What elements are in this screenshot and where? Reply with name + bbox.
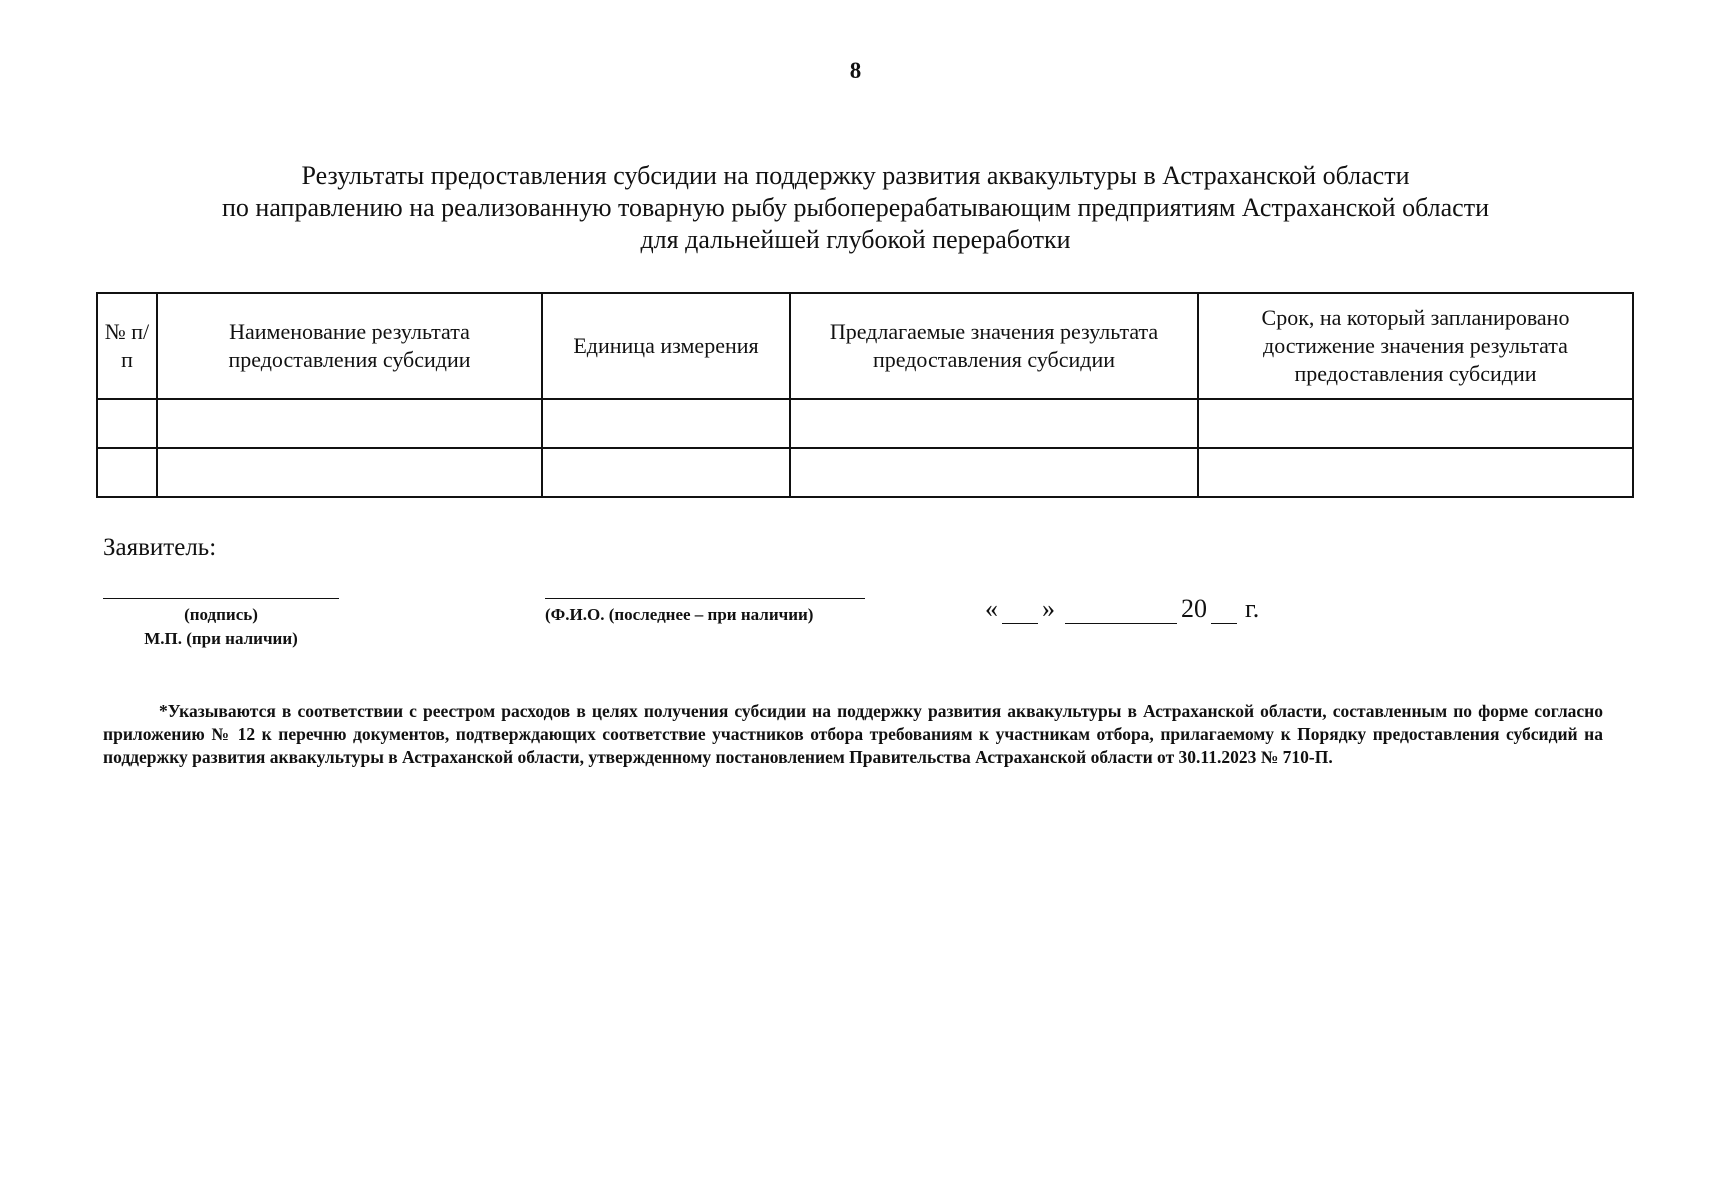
title-line-3: для дальнейшей глубокой переработки: [640, 225, 1071, 254]
table-cell: [1198, 448, 1633, 497]
signature-caption: (подпись): [184, 605, 258, 624]
header-deadline: Срок, на который запланировано достижение значения результата предоставления субсидии: [1198, 293, 1633, 399]
year-blank: [1211, 599, 1237, 624]
table-header-row: [97, 293, 1633, 399]
header-result-name: Наименование результата предоставления субсидии: [157, 293, 542, 399]
applicant-label: Заявитель:: [103, 534, 217, 561]
fio-line: [545, 598, 865, 599]
signature-block: [103, 598, 339, 651]
month-blank: [1065, 599, 1177, 624]
table-cell: [97, 399, 157, 448]
table-row: [97, 448, 1633, 497]
table-row: [97, 399, 1633, 448]
table-cell: [157, 399, 542, 448]
header-unit: Единица измерения: [542, 293, 790, 399]
title-line-1: Результаты предоставления субсидии на поддержку развития аквакультуры в Астраханской области: [301, 161, 1410, 190]
date-line: [985, 594, 1259, 624]
fio-caption: (Ф.И.О. (последнее – при наличии): [545, 605, 814, 624]
table-cell: [1198, 399, 1633, 448]
fio-block: [545, 598, 865, 627]
footnote: *Указываются в соответствии с реестром расходов в целях получения субсидии на поддержку развития аквакультуры в Астраханской области, составленным по форме согласно приложению № 12 к перечню документов, подтверждающих соответствие участников отбора требованиям к участникам отбора, прилагаемому к Порядку предоставления субсидий на поддержку развития аквакультуры в Астраханской области, утвержденному постановлением Правительства Астраханской области от 30.11.2023 № 710-П.: [103, 701, 1603, 767]
results-table: [96, 292, 1634, 498]
header-proposed-values: Предлагаемые значения результата предоставления субсидии: [790, 293, 1198, 399]
table-cell: [97, 448, 157, 497]
table-cell: [790, 448, 1198, 497]
table-cell: [790, 399, 1198, 448]
day-blank: [1002, 599, 1038, 624]
page-number: 8: [849, 58, 862, 83]
date-open-quote: «: [985, 594, 998, 623]
header-number: № п/п: [97, 293, 157, 399]
stamp-caption: М.П. (при наличии): [144, 629, 298, 648]
signature-line: [103, 598, 339, 599]
year-prefix: 20: [1181, 594, 1207, 623]
table-cell: [157, 448, 542, 497]
table-cell: [542, 448, 790, 497]
date-close-quote: »: [1042, 594, 1055, 623]
document-title: [100, 160, 1611, 256]
table-cell: [542, 399, 790, 448]
year-suffix: г.: [1245, 594, 1260, 623]
title-line-2: по направлению на реализованную товарную рыбу рыбоперерабатывающим предприятиям Астраханской области: [222, 193, 1489, 222]
